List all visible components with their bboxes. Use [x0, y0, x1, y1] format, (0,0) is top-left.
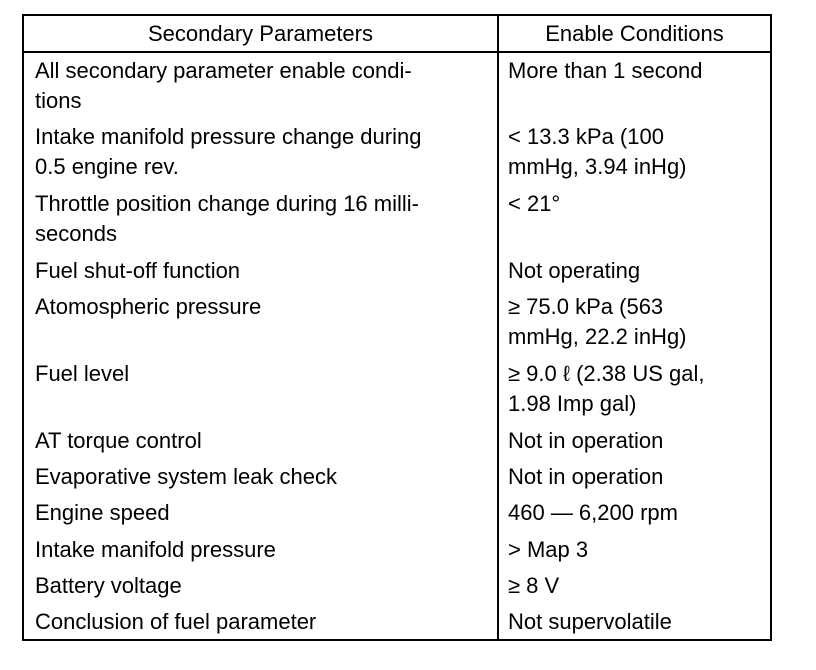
condition-cell: Not operating — [508, 258, 641, 283]
condition-cell: More than 1 second — [508, 58, 703, 83]
table-row — [24, 119, 770, 186]
parameter-cell: Throttle position change during 16 milli- seconds — [35, 191, 419, 246]
parameter-cell: Battery voltage — [35, 573, 182, 598]
condition-cell: Not supervolatile — [508, 609, 672, 634]
table-row — [24, 289, 770, 356]
condition-cell: ≥ 8 V — [508, 573, 560, 598]
header-enable-conditions: Enable Conditions — [545, 21, 724, 46]
condition-cell: ≥ 75.0 kPa (563 mmHg, 22.2 inHg) — [508, 294, 687, 349]
table-body — [24, 53, 770, 639]
parameter-cell: Engine speed — [35, 500, 170, 525]
table-row — [24, 604, 770, 641]
parameter-cell: Intake manifold pressure — [35, 537, 276, 562]
parameter-cell: AT torque control — [35, 428, 202, 453]
condition-cell: < 13.3 kPa (100 mmHg, 3.94 inHg) — [508, 124, 687, 179]
parameter-cell: Fuel shut-off function — [35, 258, 241, 283]
table-row — [24, 53, 770, 119]
table-row — [24, 186, 770, 253]
enable-conditions-table — [22, 14, 772, 641]
condition-cell: < 21° — [508, 191, 561, 216]
table-row — [24, 423, 770, 459]
parameter-cell: Intake manifold pressure change during 0.5 engine rev. — [35, 124, 422, 179]
table-row — [24, 459, 770, 495]
condition-cell: Not in operation — [508, 428, 664, 453]
parameter-cell: Fuel level — [35, 361, 130, 386]
condition-cell: Not in operation — [508, 464, 664, 489]
table-row — [24, 356, 770, 423]
parameter-cell: Atomospheric pressure — [35, 294, 262, 319]
parameter-cell: All secondary parameter enable condi- tions — [35, 58, 412, 113]
parameter-cell: Evaporative system leak check — [35, 464, 338, 489]
parameter-cell: Conclusion of fuel parameter — [35, 609, 317, 634]
table-row — [24, 532, 770, 568]
header-secondary-parameters: Secondary Parameters — [148, 21, 373, 46]
condition-cell: > Map 3 — [508, 537, 589, 562]
table-row — [24, 253, 770, 289]
table-row — [24, 568, 770, 604]
table-row — [24, 495, 770, 532]
condition-cell: 460 — 6,200 rpm — [508, 500, 678, 525]
condition-cell: ≥ 9.0 ℓ (2.38 US gal, 1.98 Imp gal) — [508, 361, 705, 416]
